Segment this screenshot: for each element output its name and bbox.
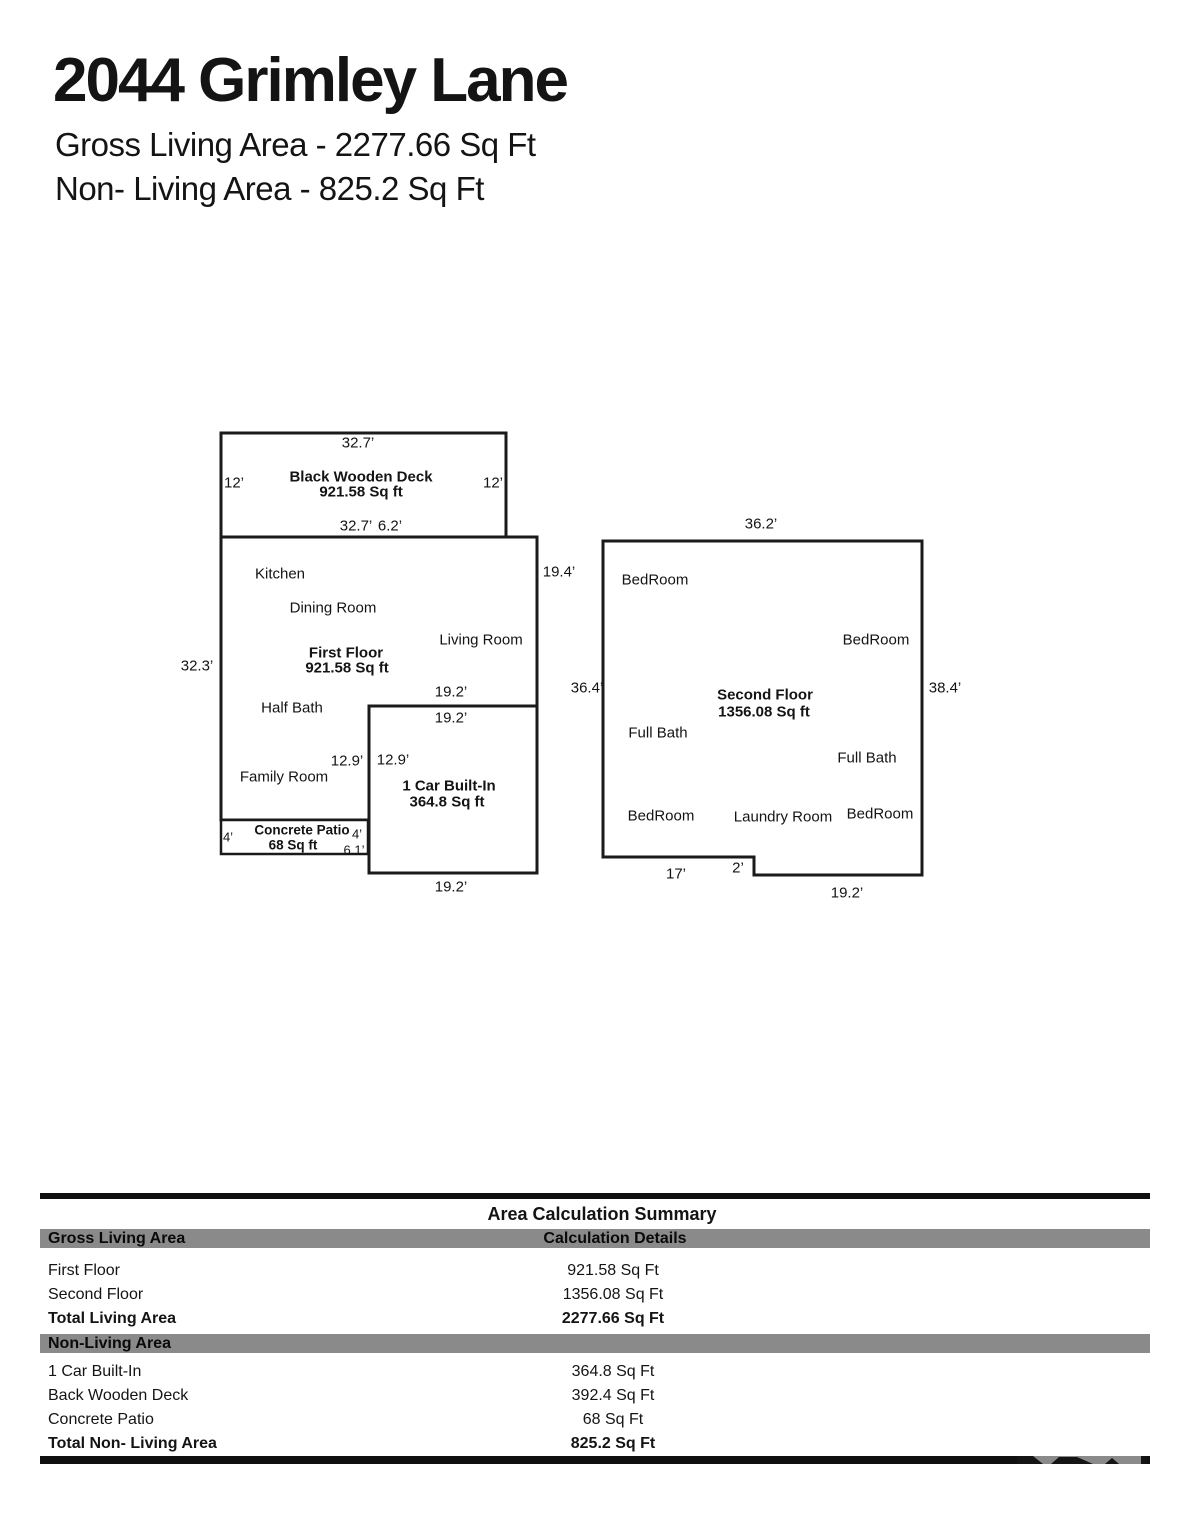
first-floor-dim-left: 32.3’ (180, 657, 214, 675)
table-bottom-bar (40, 1456, 1150, 1464)
first-floor-dim-right: 19.4’ (542, 563, 576, 581)
patio-area: 68 Sq ft (268, 837, 318, 853)
deck-dim-left: 12’ (223, 474, 245, 492)
table-title: Area Calculation Summary (487, 1204, 717, 1224)
section-header-label: Gross Living Area (48, 1230, 186, 1247)
deck-area: 921.58 Sq ft (319, 483, 403, 501)
second-floor-dim-top: 36.2’ (744, 515, 778, 533)
first-floor-area: 921.58 Sq ft (305, 659, 389, 677)
room-dining: Dining Room (289, 599, 377, 617)
second-floor-label: Second Floor (717, 686, 813, 704)
row-label: First Floor (48, 1262, 120, 1279)
room-bedroom-bottom-right: BedRoom (846, 805, 914, 823)
section-header-gross-living-area (40, 1229, 1150, 1248)
second-floor-dim-left: 36.4’ (570, 679, 604, 697)
row-label: Second Floor (48, 1286, 144, 1303)
row-value: 2277.66 Sq Ft (561, 1310, 665, 1327)
row-value: 392.4 Sq Ft (571, 1387, 655, 1404)
room-bedroom-top-left: BedRoom (621, 571, 689, 589)
room-full-bath-right: Full Bath (837, 749, 897, 767)
room-half-bath: Half Bath (261, 699, 323, 717)
row-value: 825.2 Sq Ft (570, 1435, 656, 1452)
deck-dim-bottom-ext: 6.2’ (377, 517, 403, 535)
second-floor-dim-step: 2’ (732, 859, 744, 877)
row-value: 68 Sq Ft (582, 1411, 644, 1428)
table-row-second-floor (40, 1283, 1150, 1307)
second-floor-dim-right: 38.4’ (928, 679, 962, 697)
room-bedroom-right: BedRoom (842, 631, 910, 649)
row-label: Back Wooden Deck (48, 1387, 189, 1404)
room-full-bath-left: Full Bath (628, 724, 688, 742)
patio-dim-right: 4’ (351, 826, 363, 842)
gross-living-area-subtitle: Gross Living Area - 2277.66 Sq Ft (55, 126, 536, 163)
row-label: Concrete Patio (48, 1411, 154, 1428)
table-row-first-floor (40, 1259, 1150, 1283)
page-title: 2044 Grimley Lane (53, 46, 567, 115)
table-row-back-wooden-deck (40, 1384, 1150, 1408)
deck-dim-right: 12’ (482, 474, 504, 492)
first-floor-dim-notch: 19.2’ (434, 683, 468, 701)
room-bedroom-bottom-left: BedRoom (627, 807, 695, 825)
table-row-concrete-patio (40, 1408, 1150, 1432)
garage-dim-left: 12.9’ (376, 751, 410, 769)
room-kitchen: Kitchen (254, 565, 306, 583)
patio-dim-left: 4’ (222, 829, 234, 845)
second-floor-dim-bottom-left: 17’ (665, 865, 687, 883)
room-family: Family Room (239, 768, 329, 786)
garage-dim-bottom: 19.2’ (434, 878, 468, 896)
room-living: Living Room (439, 631, 523, 649)
section-header-label: Non-Living Area (48, 1335, 171, 1352)
row-label: Total Living Area (48, 1310, 177, 1327)
garage-area: 364.8 Sq ft (409, 793, 485, 811)
garage-label: 1 Car Built-In (402, 777, 496, 795)
first-floor-dim-step: 12.9’ (330, 752, 364, 770)
non-living-area-subtitle: Non- Living Area - 825.2 Sq Ft (55, 170, 484, 207)
row-label: Total Non- Living Area (48, 1435, 217, 1452)
room-laundry: Laundry Room (733, 808, 833, 826)
row-value: 364.8 Sq Ft (571, 1363, 655, 1380)
garage-dim-top: 19.2’ (434, 709, 468, 727)
table-row-total-living-area (40, 1307, 1150, 1331)
second-floor-dim-bottom-right: 19.2’ (830, 884, 864, 902)
area-calculation-summary-table (40, 1193, 1150, 1464)
patio-label: Concrete Patio (254, 822, 350, 838)
clipped-watermark (1017, 1456, 1147, 1464)
row-value: 921.58 Sq Ft (567, 1262, 659, 1279)
section-header-non-living-area (40, 1334, 1150, 1353)
row-value: 1356.08 Sq Ft (562, 1286, 664, 1303)
second-floor-area: 1356.08 Sq ft (718, 703, 810, 721)
first-floor-label: First Floor (308, 644, 384, 662)
table-row-total-non-living-area (40, 1432, 1150, 1456)
patio-dim-bottom: 6.1’ (343, 842, 365, 858)
deck-dim-bottom: 32.7’ (339, 517, 373, 535)
table-row-1-car-built-in (40, 1360, 1150, 1384)
column-header-calculation-details: Calculation Details (543, 1230, 687, 1247)
row-label: 1 Car Built-In (48, 1363, 142, 1380)
deck-label: Black Wooden Deck (289, 468, 433, 486)
deck-dim-top: 32.7’ (341, 434, 375, 452)
